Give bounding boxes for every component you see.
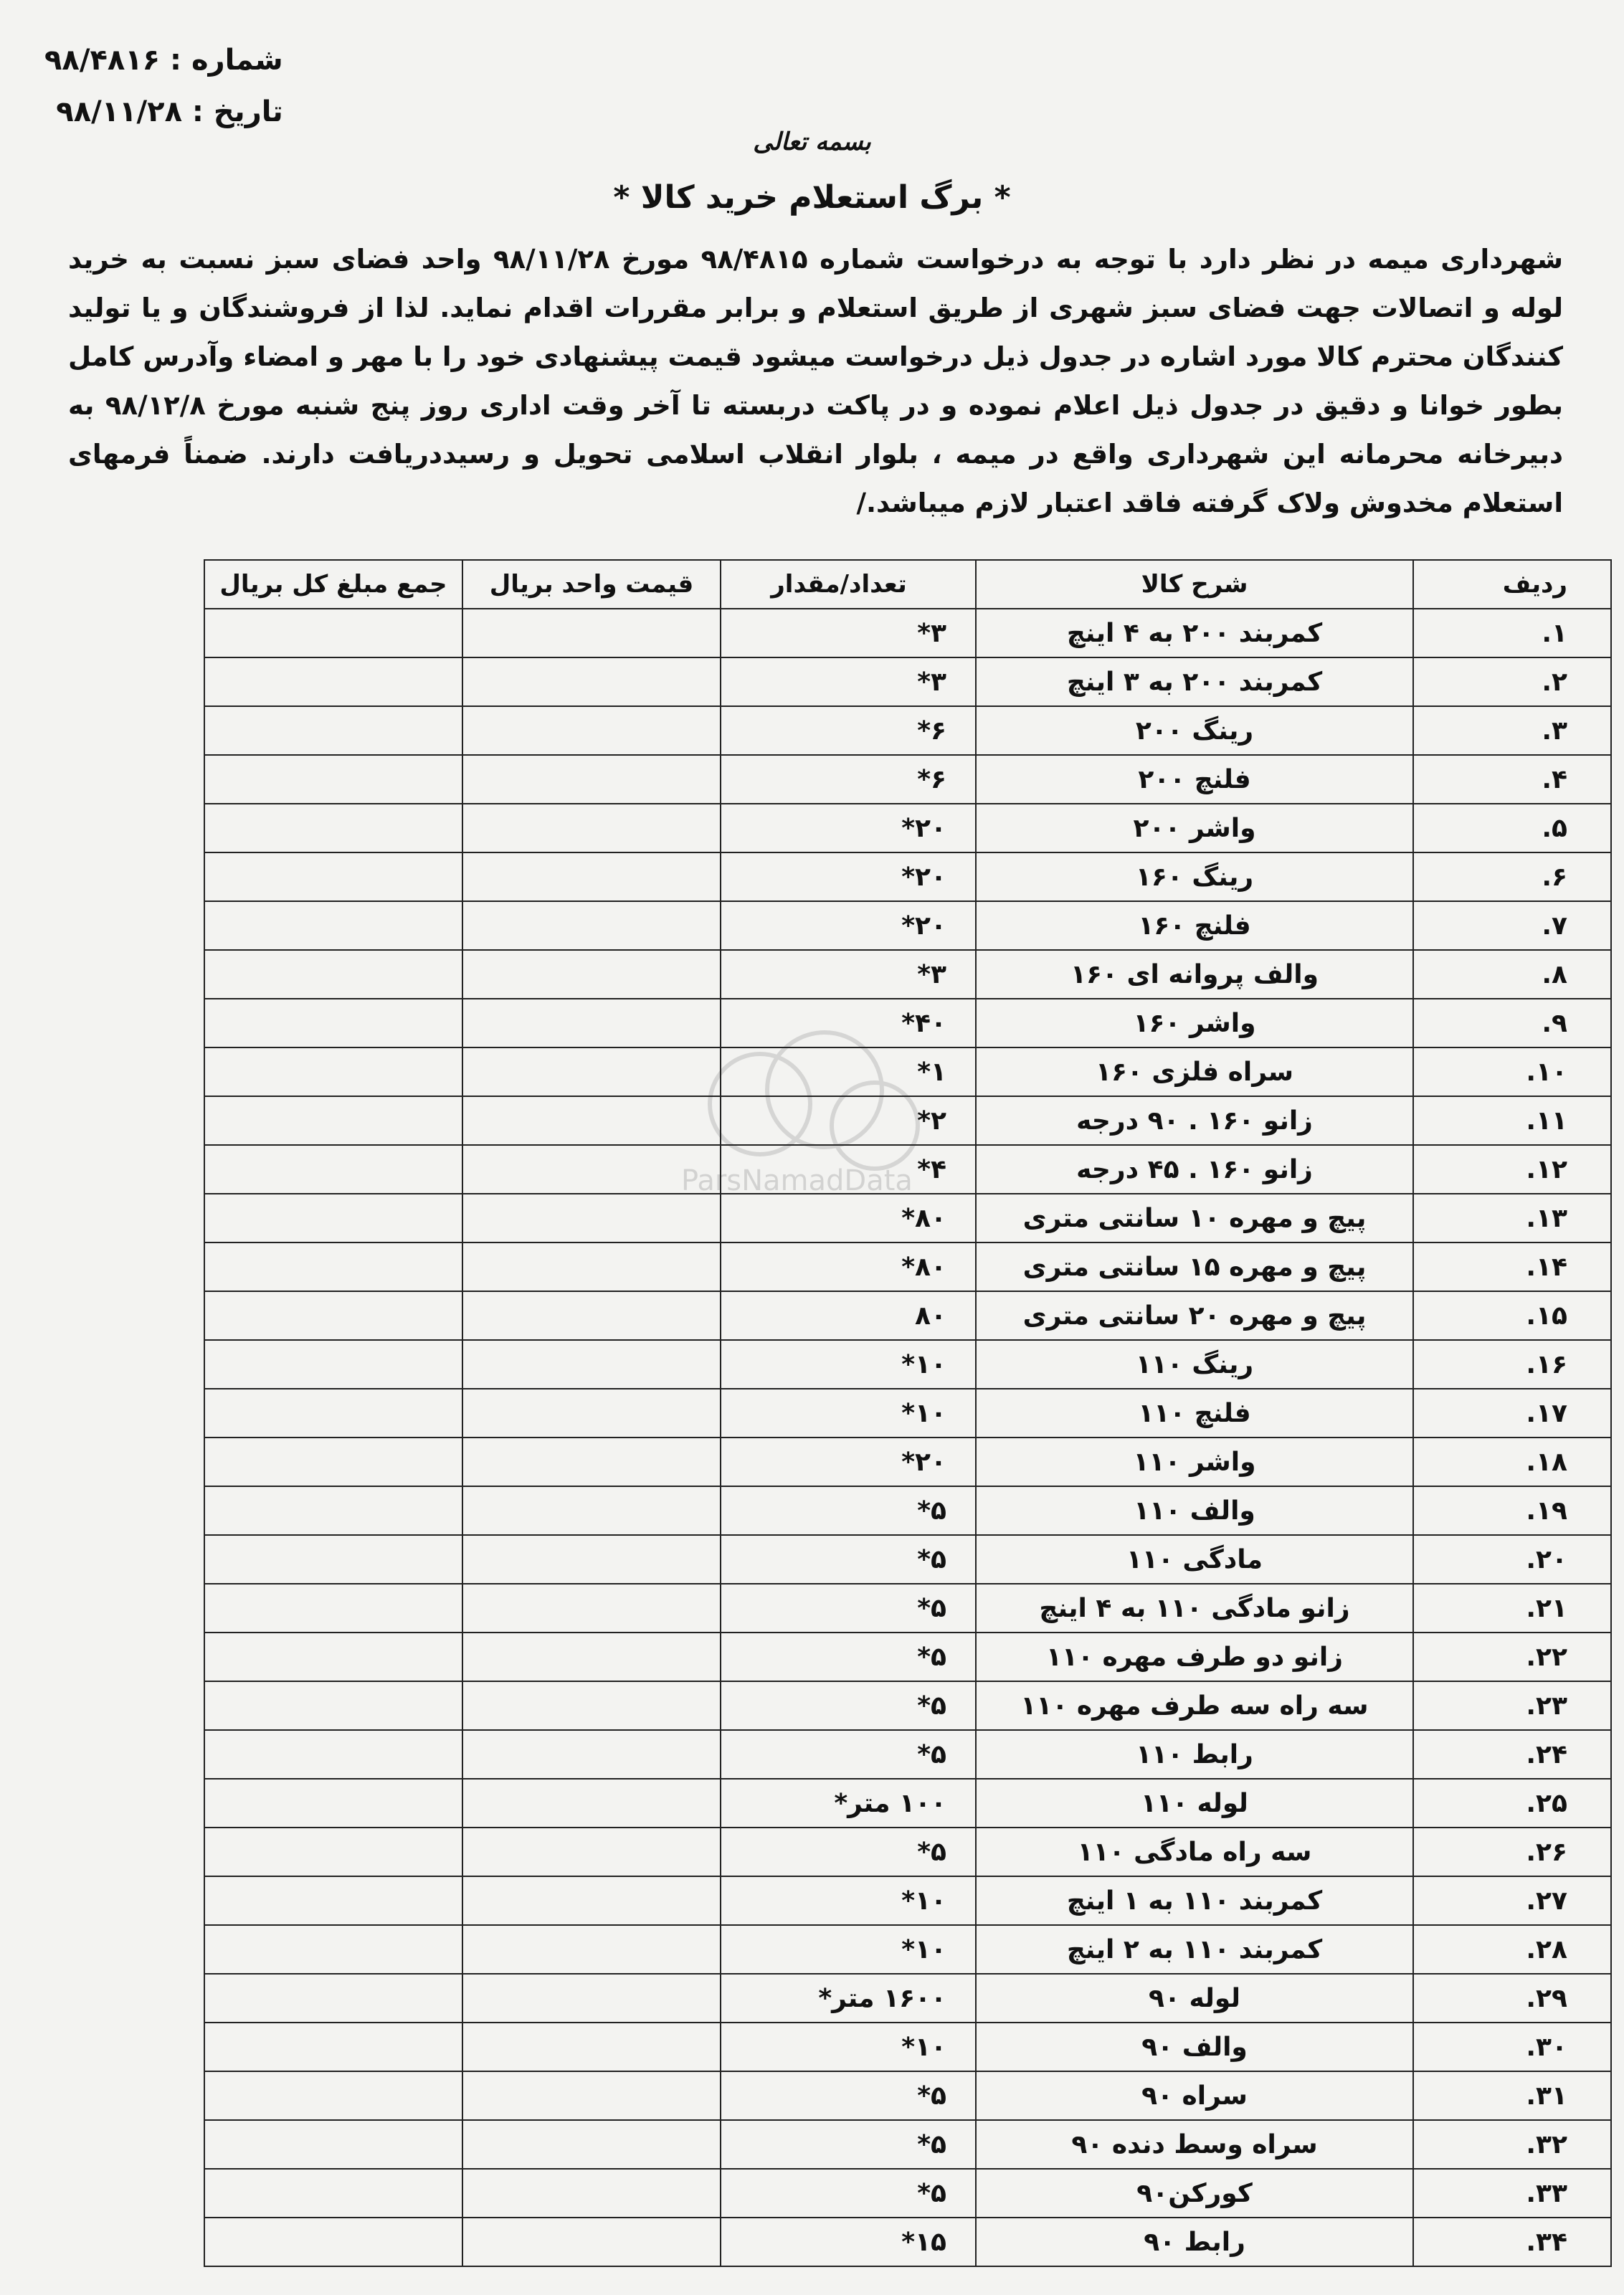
item-quantity: ۲۰*: [721, 852, 976, 901]
table-row: [204, 2169, 1611, 2218]
item-quantity: ۳*: [721, 657, 976, 706]
unit-price-cell[interactable]: [462, 901, 721, 950]
row-number: ۲۸.: [1413, 1925, 1611, 1974]
total-price-cell[interactable]: [204, 1535, 462, 1584]
total-price-cell[interactable]: [204, 950, 462, 999]
row-number: ۱.: [1413, 609, 1611, 657]
unit-price-cell[interactable]: [462, 1681, 721, 1730]
items-table: [204, 559, 1612, 2267]
table-row: [204, 1974, 1611, 2023]
table-row: [204, 1340, 1611, 1389]
unit-price-cell[interactable]: [462, 2218, 721, 2266]
unit-price-cell[interactable]: [462, 755, 721, 804]
unit-price-cell[interactable]: [462, 2023, 721, 2071]
item-description: واشر ۲۰۰: [976, 804, 1413, 852]
total-price-cell[interactable]: [204, 1633, 462, 1681]
total-price-cell[interactable]: [204, 755, 462, 804]
item-quantity: ۴۰*: [721, 999, 976, 1047]
table-row: [204, 1047, 1611, 1096]
total-price-cell[interactable]: [204, 1291, 462, 1340]
row-number: ۱۳.: [1413, 1194, 1611, 1242]
item-description: کورکن۹۰: [976, 2169, 1413, 2218]
item-description: فلنچ ۲۰۰: [976, 755, 1413, 804]
item-quantity: ۵*: [721, 2169, 976, 2218]
unit-price-cell[interactable]: [462, 2169, 721, 2218]
row-number: ۲۶.: [1413, 1828, 1611, 1876]
item-description: سراه وسط دنده ۹۰: [976, 2120, 1413, 2169]
table-row: [204, 1730, 1611, 1779]
item-description: پیچ و مهره ۱۵ سانتی متری: [976, 1242, 1413, 1291]
unit-price-cell[interactable]: [462, 1486, 721, 1535]
total-price-cell[interactable]: [204, 1194, 462, 1242]
item-description: رینگ ۱۶۰: [976, 852, 1413, 901]
unit-price-cell[interactable]: [462, 609, 721, 657]
item-description: پیچ و مهره ۱۰ سانتی متری: [976, 1194, 1413, 1242]
row-number: ۳۰.: [1413, 2023, 1611, 2071]
table-row: [204, 999, 1611, 1047]
row-number: ۱۸.: [1413, 1438, 1611, 1486]
intro-paragraph: شهرداری میمه در نظر دارد با توجه به درخواست شماره ۹۸/۴۸۱۵ مورخ ۹۸/۱۱/۲۸ واحد فضای سبز نسبت به خرید لوله و اتصالات جهت فضای سبز شهری از طریق استعلام و برابر مقررات اقدام نماید. لذا از فروشندگان و یا تولید کنندگان محترم کالا مورد اشاره در جدول ذیل درخواست میشود قیمت پیشنهادی خود را با مهر و امضاء وآدرس کامل بطور خوانا و دقیق در جدول ذیل اعلام نموده و در پاکت دربسته تا آخر وقت اداری روز پنج شنبه مورخ ۹۸/۱۲/۸ به دبیرخانه محرمانه این شهرداری واقع در میمه ، بلوار انقلاب اسلامی تحویل و رسیددریافت دارند. ضمناً فرمهای استعلام مخدوش ولاک گرفته فاقد اعتبار لازم میباشد./: [68, 244, 1563, 518]
unit-price-cell[interactable]: [462, 2120, 721, 2169]
item-quantity: ۵*: [721, 1535, 976, 1584]
row-number: ۱۹.: [1413, 1486, 1611, 1535]
item-description: لوله ۹۰: [976, 1974, 1413, 2023]
item-description: کمربند ۲۰۰ به ۴ اینچ: [976, 609, 1413, 657]
row-number: ۲۳.: [1413, 1681, 1611, 1730]
total-price-cell[interactable]: [204, 657, 462, 706]
total-price-cell[interactable]: [204, 1779, 462, 1828]
item-quantity: ۱۵*: [721, 2218, 976, 2266]
unit-price-cell[interactable]: [462, 1047, 721, 1096]
item-description: والف ۹۰: [976, 2023, 1413, 2071]
item-quantity: ۱۰*: [721, 1340, 976, 1389]
total-price-cell[interactable]: [204, 1486, 462, 1535]
date-label: تاریخ :: [191, 95, 283, 128]
items-table-wrapper: [204, 559, 1567, 2258]
unit-price-cell[interactable]: [462, 1389, 721, 1438]
item-quantity: ۱۰*: [721, 1389, 976, 1438]
row-number: ۳.: [1413, 706, 1611, 755]
row-number: ۳۲.: [1413, 2120, 1611, 2169]
table-row: [204, 1876, 1611, 1925]
table-row: [204, 1681, 1611, 1730]
unit-price-cell[interactable]: [462, 950, 721, 999]
item-quantity: ۱*: [721, 1047, 976, 1096]
row-number: ۸.: [1413, 950, 1611, 999]
item-quantity: ۸۰*: [721, 1242, 976, 1291]
item-description: سه راه سه طرف مهره ۱۱۰: [976, 1681, 1413, 1730]
item-quantity: ۸۰: [721, 1291, 976, 1340]
item-description: کمربند ۱۱۰ به ۱ اینچ: [976, 1876, 1413, 1925]
row-number: ۲۲.: [1413, 1633, 1611, 1681]
item-description: فلنچ ۱۱۰: [976, 1389, 1413, 1438]
item-quantity: ۵*: [721, 1633, 976, 1681]
item-quantity: ۵*: [721, 2071, 976, 2120]
row-number: ۴.: [1413, 755, 1611, 804]
table-row: [204, 1291, 1611, 1340]
unit-price-cell[interactable]: [462, 1828, 721, 1876]
unit-price-cell[interactable]: [462, 657, 721, 706]
total-price-cell[interactable]: [204, 1389, 462, 1438]
unit-price-cell[interactable]: [462, 1535, 721, 1584]
unit-price-cell[interactable]: [462, 706, 721, 755]
total-price-cell[interactable]: [204, 1047, 462, 1096]
item-quantity: ۱۰۰ متر*: [721, 1779, 976, 1828]
table-row: [204, 1242, 1611, 1291]
table-row: [204, 2023, 1611, 2071]
unit-price-cell[interactable]: [462, 2071, 721, 2120]
row-number: ۲۵.: [1413, 1779, 1611, 1828]
item-quantity: ۵*: [721, 1584, 976, 1633]
item-quantity: ۴*: [721, 1145, 976, 1194]
item-description: رینگ ۲۰۰: [976, 706, 1413, 755]
total-price-cell[interactable]: [204, 852, 462, 901]
item-description: سه راه مادگی ۱۱۰: [976, 1828, 1413, 1876]
header-quantity: تعداد/مقدار: [721, 560, 976, 609]
unit-price-cell[interactable]: [462, 1779, 721, 1828]
unit-price-cell[interactable]: [462, 999, 721, 1047]
item-description: پیچ و مهره ۲۰ سانتی متری: [976, 1291, 1413, 1340]
item-quantity: ۱۰*: [721, 1925, 976, 1974]
table-row: [204, 1535, 1611, 1584]
item-description: واشر ۱۶۰: [976, 999, 1413, 1047]
basmala: بسمه تعالی: [753, 128, 871, 156]
row-number: ۱۴.: [1413, 1242, 1611, 1291]
item-description: لوله ۱۱۰: [976, 1779, 1413, 1828]
unit-price-cell[interactable]: [462, 1584, 721, 1633]
item-quantity: ۵*: [721, 1730, 976, 1779]
unit-price-cell[interactable]: [462, 1242, 721, 1291]
number-value: ۹۸/۴۸۱۶: [44, 44, 161, 77]
total-price-cell[interactable]: [204, 1096, 462, 1145]
header-total: جمع مبلغ کل بریال: [204, 560, 462, 609]
unit-price-cell[interactable]: [462, 1291, 721, 1340]
item-description: رینگ ۱۱۰: [976, 1340, 1413, 1389]
row-number: ۲۴.: [1413, 1730, 1611, 1779]
item-quantity: ۲۰*: [721, 804, 976, 852]
item-description: رابط ۹۰: [976, 2218, 1413, 2266]
unit-price-cell[interactable]: [462, 1438, 721, 1486]
row-number: ۱۱.: [1413, 1096, 1611, 1145]
total-price-cell[interactable]: [204, 1584, 462, 1633]
total-price-cell[interactable]: [204, 2120, 462, 2169]
total-price-cell[interactable]: [204, 1242, 462, 1291]
table-row: [204, 1145, 1611, 1194]
table-row: [204, 1438, 1611, 1486]
table-row: [204, 755, 1611, 804]
row-number: ۳۴.: [1413, 2218, 1611, 2266]
page-title: * برگ استعلام خرید کالا *: [613, 179, 1011, 216]
row-number: ۲۰.: [1413, 1535, 1611, 1584]
item-description: والف ۱۱۰: [976, 1486, 1413, 1535]
table-row: [204, 2120, 1611, 2169]
row-number: ۲.: [1413, 657, 1611, 706]
unit-price-cell[interactable]: [462, 1633, 721, 1681]
total-price-cell[interactable]: [204, 1681, 462, 1730]
total-price-cell[interactable]: [204, 1438, 462, 1486]
table-row: [204, 901, 1611, 950]
item-description: مادگی ۱۱۰: [976, 1535, 1413, 1584]
total-price-cell[interactable]: [204, 2023, 462, 2071]
table-row: [204, 1779, 1611, 1828]
table-row: [204, 852, 1611, 901]
item-quantity: ۸۰*: [721, 1194, 976, 1242]
item-description: کمربند ۲۰۰ به ۳ اینچ: [976, 657, 1413, 706]
item-description: والف پروانه ای ۱۶۰: [976, 950, 1413, 999]
item-quantity: ۵*: [721, 1681, 976, 1730]
item-description: زانو مادگی ۱۱۰ به ۴ اینچ: [976, 1584, 1413, 1633]
table-row: [204, 609, 1611, 657]
total-price-cell[interactable]: [204, 804, 462, 852]
unit-price-cell[interactable]: [462, 804, 721, 852]
total-price-cell[interactable]: [204, 1828, 462, 1876]
table-header-row: [204, 560, 1611, 609]
item-quantity: ۵*: [721, 1828, 976, 1876]
item-quantity: ۵*: [721, 2120, 976, 2169]
table-row: [204, 950, 1611, 999]
row-number: ۷.: [1413, 901, 1611, 950]
unit-price-cell[interactable]: [462, 1340, 721, 1389]
row-number: ۱۰.: [1413, 1047, 1611, 1096]
row-number: ۲۹.: [1413, 1974, 1611, 2023]
header-description: شرح کالا: [976, 560, 1413, 609]
total-price-cell[interactable]: [204, 999, 462, 1047]
item-quantity: ۲۰*: [721, 901, 976, 950]
item-description: سراه فلزی ۱۶۰: [976, 1047, 1413, 1096]
table-row: [204, 1096, 1611, 1145]
total-price-cell[interactable]: [204, 1925, 462, 1974]
table-row: [204, 2071, 1611, 2120]
item-quantity: ۵*: [721, 1486, 976, 1535]
row-number: ۱۲.: [1413, 1145, 1611, 1194]
total-price-cell[interactable]: [204, 1974, 462, 2023]
item-quantity: ۲۰*: [721, 1438, 976, 1486]
table-row: [204, 657, 1611, 706]
watermark-brand: ParsNamadData: [681, 1164, 913, 1197]
total-price-cell[interactable]: [204, 609, 462, 657]
total-price-cell[interactable]: [204, 901, 462, 950]
row-number: ۲۱.: [1413, 1584, 1611, 1633]
table-row: [204, 804, 1611, 852]
row-number: ۱۶.: [1413, 1340, 1611, 1389]
total-price-cell[interactable]: [204, 2071, 462, 2120]
item-description: فلنچ ۱۶۰: [976, 901, 1413, 950]
item-quantity: ۳*: [721, 950, 976, 999]
row-number: ۹.: [1413, 999, 1611, 1047]
item-quantity: ۱۰*: [721, 2023, 976, 2071]
item-description: زانو دو طرف مهره ۱۱۰: [976, 1633, 1413, 1681]
item-quantity: ۳*: [721, 609, 976, 657]
item-quantity: ۶*: [721, 706, 976, 755]
number-line: [44, 34, 283, 86]
total-price-cell[interactable]: [204, 706, 462, 755]
header-row-number: ردیف: [1413, 560, 1611, 609]
table-row: [204, 1194, 1611, 1242]
item-description: کمربند ۱۱۰ به ۲ اینچ: [976, 1925, 1413, 1974]
unit-price-cell[interactable]: [462, 1096, 721, 1145]
total-price-cell[interactable]: [204, 1340, 462, 1389]
table-body: [204, 609, 1611, 2266]
unit-price-cell[interactable]: [462, 1194, 721, 1242]
row-number: ۲۷.: [1413, 1876, 1611, 1925]
unit-price-cell[interactable]: [462, 1974, 721, 2023]
table-row: [204, 1828, 1611, 1876]
unit-price-cell[interactable]: [462, 852, 721, 901]
document-meta: [44, 34, 283, 138]
number-label: شماره :: [170, 44, 283, 77]
item-quantity: ۱۰*: [721, 1876, 976, 1925]
total-price-cell[interactable]: [204, 1876, 462, 1925]
row-number: ۶.: [1413, 852, 1611, 901]
item-quantity: ۱۶۰۰ متر*: [721, 1974, 976, 2023]
table-row: [204, 1633, 1611, 1681]
item-description: سراه ۹۰: [976, 2071, 1413, 2120]
table-row: [204, 1389, 1611, 1438]
table-row: [204, 1925, 1611, 1974]
table-row: [204, 1584, 1611, 1633]
total-price-cell[interactable]: [204, 1730, 462, 1779]
table-row: [204, 2218, 1611, 2266]
header-unit-price: قیمت واحد بریال: [462, 560, 721, 609]
item-description: واشر ۱۱۰: [976, 1438, 1413, 1486]
item-description: رابط ۱۱۰: [976, 1730, 1413, 1779]
table-row: [204, 706, 1611, 755]
total-price-cell[interactable]: [204, 1145, 462, 1194]
unit-price-cell[interactable]: [462, 1925, 721, 1974]
unit-price-cell[interactable]: [462, 1145, 721, 1194]
row-number: ۳۱.: [1413, 2071, 1611, 2120]
item-description: زانو ۱۶۰ . ۴۵ درجه: [976, 1145, 1413, 1194]
row-number: ۱۵.: [1413, 1291, 1611, 1340]
unit-price-cell[interactable]: [462, 1876, 721, 1925]
total-price-cell[interactable]: [204, 2169, 462, 2218]
table-row: [204, 1486, 1611, 1535]
item-quantity: ۲*: [721, 1096, 976, 1145]
row-number: ۵.: [1413, 804, 1611, 852]
item-description: زانو ۱۶۰ . ۹۰ درجه: [976, 1096, 1413, 1145]
row-number: ۱۷.: [1413, 1389, 1611, 1438]
unit-price-cell[interactable]: [462, 1730, 721, 1779]
item-quantity: ۶*: [721, 755, 976, 804]
date-value: ۹۸/۱۱/۲۸: [56, 95, 182, 128]
row-number: ۳۳.: [1413, 2169, 1611, 2218]
total-price-cell[interactable]: [204, 2218, 462, 2266]
